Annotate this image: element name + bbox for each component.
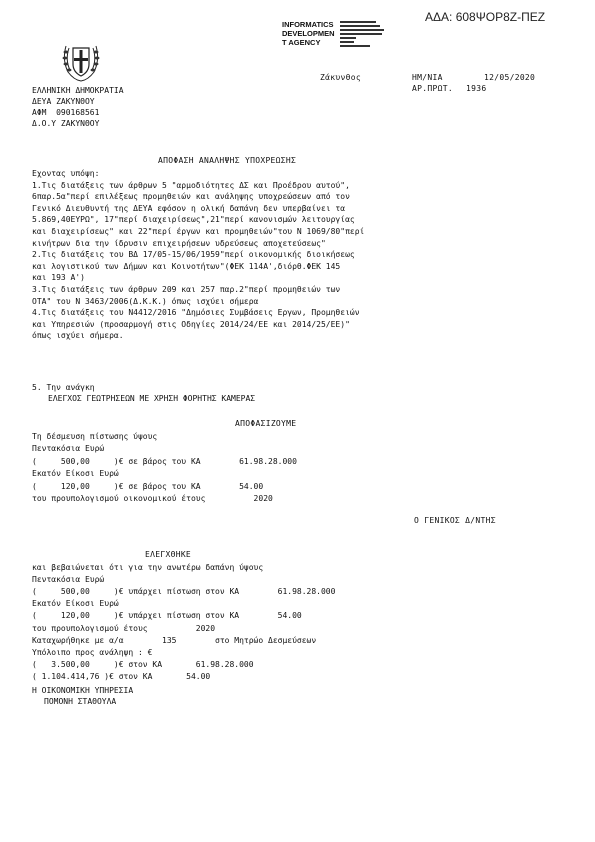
- preamble-line-2: 1.Τις διατάξεις των άρθρων 5 "αρμοδιότητες ΔΣ και Προέδρου αυτού",: [32, 180, 350, 190]
- decide-line-2: Πεντακόσια Ευρώ: [32, 444, 105, 454]
- decision-title: ΑΠΟΦΑΣΗ ΑΝΑΛΗΨΗΣ ΥΠΟΧΡΕΩΣΗΣ: [158, 156, 297, 165]
- agency-logo: [282, 20, 402, 50]
- protocol-number: 1936: [466, 84, 487, 93]
- preamble-line-11: 3.Τις διατάξεις των άρθρων 209 και 257 παρ.2"περί προμηθειών των: [32, 285, 341, 294]
- preamble-line-9: και λογιστικού των Δήμων και Κοινοτήτων"(ΦΕΚ 114Α',διόρθ.ΦΕΚ 145: [32, 261, 341, 271]
- checked-line-9: ( 3.500,00 )€ στον ΚΑ 61.98.28.000: [32, 659, 254, 669]
- checked-line-7: Καταχωρήθηκε με α/α 135 στο Μητρώο Δεσμεύσεων: [32, 635, 317, 645]
- decide-line-4: Εκατόν Είκοσι Ευρώ: [32, 469, 119, 479]
- agency-small-print: [340, 20, 400, 48]
- checked-line-6: του προυπολογισμού έτους 2020: [32, 623, 216, 633]
- date-label: ΗΜ/ΝΙΑ: [412, 73, 443, 82]
- preamble-line-4: Γενικό Διευθυντή της ΔΕΥΑ εφόσον η ολική δαπάνη δεν υπερβαίνει τα: [32, 203, 346, 213]
- officer-name: ΠΟΜΟΝΗ ΣΤΑΘΟΥΛΑ: [44, 697, 117, 706]
- place: Ζάκυνθος: [320, 73, 361, 82]
- checked-title: ΕΛΕΓΧΘΗΚΕ: [145, 550, 192, 559]
- financial-service: Η ΟΙΚΟΝΟΜΙΚΗ ΥΠΗΡΕΣΙΑ: [32, 686, 134, 695]
- agency-line-3: T AGENCY: [282, 38, 321, 47]
- ada-code: ΑΔΑ: 608ΨΟΡ8Ζ-ΠΕΖ: [425, 10, 546, 24]
- preamble-line-10: και 193 Α'): [32, 273, 85, 283]
- signature-title: Ο ΓΕΝΙΚΟΣ Δ/ΝΤΗΣ: [414, 516, 496, 525]
- issuer-afm: ΑΦΜ 090168561: [32, 108, 100, 117]
- preamble-line-1: Εχοντας υπόψη:: [32, 169, 100, 178]
- preamble-line-3: 6παρ.5α"περί επιλέξεως προμηθειών και ανάληψης υποχρεώσεων από τον: [32, 192, 350, 202]
- issuer-republic: ΕΛΛΗΝΙΚΗ ΔΗΜΟΚΡΑΤΙΑ: [32, 86, 124, 95]
- decide-line-1: Τη δέσμευση πίστωσης ύψους: [32, 432, 158, 441]
- agency-line-1: INFORMATICS: [282, 20, 334, 29]
- preamble-line-15: όπως ισχύει σήμερα.: [32, 331, 124, 341]
- decide-title: ΑΠΟΦΑΣΙΖΟΥΜΕ: [235, 419, 297, 428]
- preamble-line-12: ΟΤΑ" του Ν 3463/2006(Δ.Κ.Κ.) όπως ισχύει σήμερα: [32, 296, 259, 306]
- decide-line-6: του προυπολογισμού οικονομικού έτους 2020: [32, 494, 273, 503]
- checked-line-10: ( 1.104.414,76 )€ στον ΚΑ 54.00: [32, 671, 211, 681]
- checked-line-1: και βεβαιώνεται ότι για την ανωτέρω δαπάνη ύψους: [32, 563, 264, 572]
- decide-line-3: ( 500,00 )€ σε βάρος του ΚΑ 61.98.28.000: [32, 456, 297, 466]
- protocol-label: ΑΡ.ΠΡΩΤ.: [412, 84, 453, 93]
- issuer-doy: Δ.Ο.Υ ΖΑΚΥΝΘΟΥ: [32, 119, 100, 128]
- issuer-org: ΔΕΥΑ ΖΑΚΥΝΘΟΥ: [32, 97, 95, 106]
- coat-of-arms-emblem: [60, 40, 102, 82]
- preamble-line-8: 2.Τις διατάξεις του ΒΔ 17/05-15/06/1959"περί οικονομικής διοικήσεως: [32, 250, 355, 260]
- preamble-line-5: 5.869,40ΕΥΡΩ", 17"περί διαχειρίσεως",21"περί κανονισμών λειτουργίας: [32, 215, 355, 225]
- preamble-line-7: κινήτρων δια την ίδρυσιν επιχειρήσεων υδρεύσεως αποχετεύσεως": [32, 238, 326, 248]
- decide-line-5: ( 120,00 )€ σε βάρος του ΚΑ 54.00: [32, 481, 264, 491]
- item5-text: ΕΛΕΓΧΟΣ ΓΕΩΤΡΗΣΕΩΝ ΜΕ ΧΡΗΣΗ ΦΟΡΗΤΗΣ ΚΑΜΕΡΑΣ: [48, 394, 256, 403]
- item5-label: 5. Την ανάγκη: [32, 383, 95, 392]
- preamble-line-6: και διαχειρίσεως" και 22"περί έργων και προμηθειών"του Ν 1069/80"περί: [32, 227, 365, 236]
- date-value: 12/05/2020: [484, 73, 536, 82]
- preamble-line-13: 4.Τις διατάξεις του Ν4412/2016 "Δημόσιες Συμβάσεις Εργων, Προμηθειών: [32, 308, 360, 318]
- preamble-line-14: και Υπηρεσιών (προσαρμογή στις Οδηγίες 2014/24/ΕΕ και 2014/25/ΕΕ)": [32, 319, 350, 329]
- checked-line-8: Υπόλοιπο προς ανάληψη : €: [32, 647, 153, 657]
- checked-line-2: Πεντακόσια Ευρώ: [32, 575, 105, 585]
- checked-line-4: Εκατόν Είκοσι Ευρώ: [32, 599, 119, 609]
- agency-line-2: DEVELOPMEN: [282, 29, 335, 38]
- checked-line-3: ( 500,00 )€ υπάρχει πίστωση στον ΚΑ 61.98.28.000: [32, 587, 336, 597]
- checked-line-5: ( 120,00 )€ υπάρχει πίστωση στον ΚΑ 54.00: [32, 611, 302, 621]
